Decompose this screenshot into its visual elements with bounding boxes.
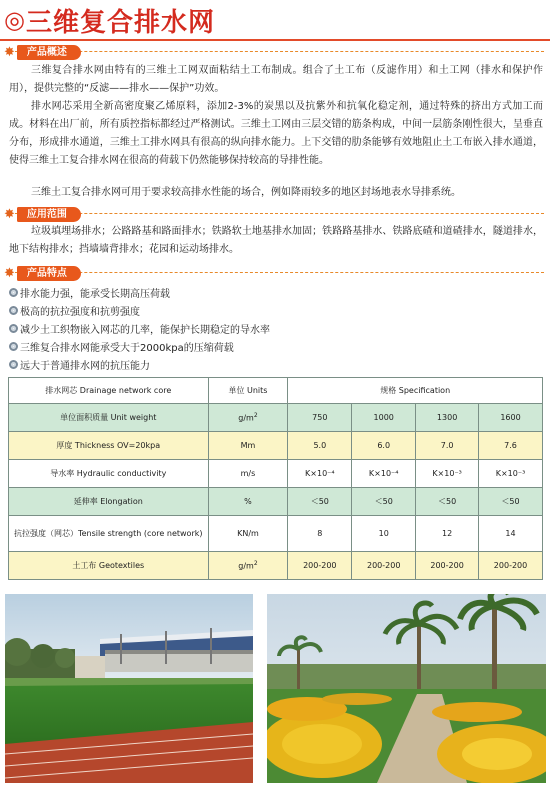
section-tab-features: 产品特点 xyxy=(17,266,81,281)
table-row: 厚度 Thickness OV=20kpa Mm 5.0 6.0 7.0 7.6 xyxy=(9,432,543,460)
feature-item: 极高的抗拉强度和抗剪强度 xyxy=(9,301,539,319)
section-header-overview xyxy=(4,44,544,60)
specification-table xyxy=(8,377,543,580)
title-divider xyxy=(0,39,550,41)
overview-paragraph-3: 三维土工复合排水网可用于要求较高排水性能的场合，例如降雨较多的地区封场地表水导排系统。 xyxy=(31,187,461,198)
section-header-application xyxy=(4,206,544,222)
feature-item: 三维复合排水网能承受大于2000kpa的压缩荷载 xyxy=(9,337,539,355)
stadium-photo xyxy=(5,594,253,783)
bullet-icon xyxy=(9,324,18,333)
dashed-divider xyxy=(4,51,544,52)
star-icon: ✸ xyxy=(4,206,15,222)
section-header-features xyxy=(4,265,544,281)
page-title xyxy=(4,2,215,38)
star-icon: ✸ xyxy=(4,265,15,281)
bullet-icon xyxy=(9,306,18,315)
garden-photo xyxy=(267,594,546,783)
feature-item: 排水能力强，能承受长期高压荷载 xyxy=(9,283,539,301)
section-tab-application: 应用范围 xyxy=(17,207,81,222)
header-units: 单位 Units xyxy=(208,378,288,404)
bullet-icon xyxy=(9,342,18,351)
star-icon: ✸ xyxy=(4,44,15,60)
feature-item: 远大于普通排水网的抗压能力 xyxy=(9,355,539,373)
table-row: 抗拉强度（网芯）Tensile strength (core network) KN/m 8 10 12 14 xyxy=(9,516,543,552)
table-row: 土工布 Geotextiles $g/m^2$ 200-200 200-200 200-200 200-200 xyxy=(9,552,543,580)
section-tab-overview: 产品概述 xyxy=(17,45,81,60)
feature-item: 减少土工织物嵌入网芯的几率，能保护长期稳定的导水率 xyxy=(9,319,539,337)
overview-paragraph-1: 三维复合排水网由特有的三维土工网双面粘结土工布制成。组合了土工布（反滤作用）和土工网（排水和保护作用），提供完整的“反滤——排水——保护”功效。 xyxy=(9,65,543,94)
table-header-row xyxy=(9,378,543,404)
title-text: 三维复合排水网 xyxy=(25,7,215,38)
table-row: 延伸率 Elongation % ＜50 ＜50 ＜50 ＜50 xyxy=(9,488,543,516)
dashed-divider xyxy=(4,272,544,273)
title-bullet-icon: ◎ xyxy=(4,6,25,34)
header-core: 排水网芯 Drainage network core xyxy=(9,378,209,404)
bullet-icon xyxy=(9,360,18,369)
table-row: 导水率 Hydraulic conductivity m/s K×10⁻⁴ K×10⁻⁴ K×10⁻³ K×10⁻³ xyxy=(9,460,543,488)
table-row: 单位面积质量 Unit weight $g/m^2$ 750 1000 1300 1600 xyxy=(9,404,543,432)
feature-list xyxy=(9,283,539,373)
dashed-divider xyxy=(4,213,544,214)
header-spec: 规格 Specification xyxy=(288,378,543,404)
bullet-icon xyxy=(9,288,18,297)
application-paragraph: 垃圾填埋场排水；公路路基和路面排水；铁路软土地基排水加固；铁路路基排水、铁路底碴和道碴排水，隧道排水，地下结构排水；挡墙墙背排水；花园和运动场排水。 xyxy=(9,226,543,255)
overview-paragraph-2: 排水网芯采用全新高密度聚乙烯原料，添加2-3%的炭黑以及抗紫外和抗氧化稳定剂，通过特殊的挤出方式加工而成。材料在出厂前，所有质控指标都经过严格测试。三维土工网由三层交错的筋条构成，中间一层筋条刚性很大，呈垂直分布，形成排水通道，三维土工排水网具有很高的纵向排水能力。上下交错的肋条能够有效地阻止土工布嵌入排水通道，使得三维土工复合排水网在很高的荷载下仍然能够保持较高的导排性能。 xyxy=(9,101,543,166)
